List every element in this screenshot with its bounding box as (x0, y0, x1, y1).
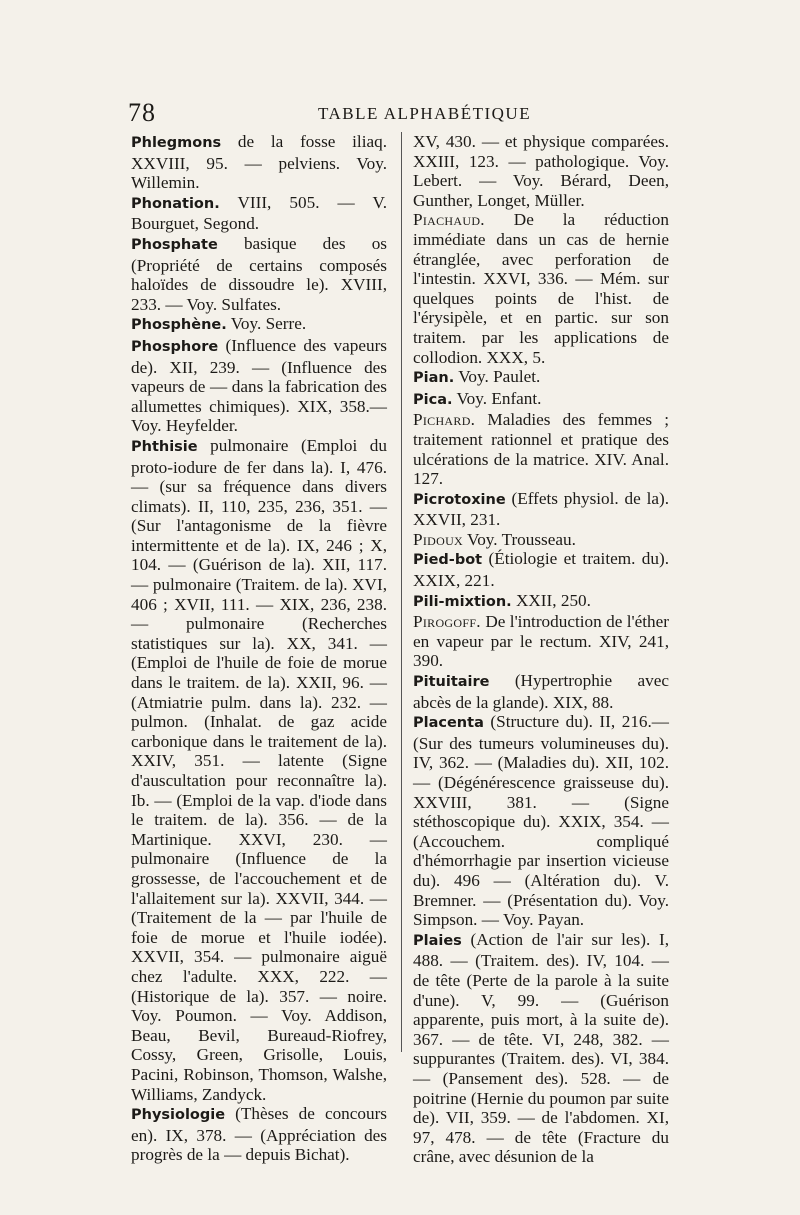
entry-text: Voy. Serre. (226, 314, 307, 334)
left-column (131, 132, 387, 1165)
index-entry (413, 591, 669, 613)
index-entry (131, 436, 387, 1104)
index-entry (413, 530, 669, 550)
entry-headword: Plaies (413, 932, 462, 949)
entry-text: (Action de l'air sur les). I, 488. — (Traitem. des). IV, 104. — de tête (Perte de la parole à la suite d'une). V, 99. — (Guérison apparente, puis mort, à la suite de). 367. — de tête. VI, 248, 382. — suppurantes (Traitem. des). VI, 384. — (Pansement des). 528. — de poitrine (Hernie du poumon par suite de). VII, 359. — de l'abdomen. XI, 97, 478. — de tête (Fracture du crâne, avec désunion de la (413, 929, 669, 1167)
index-entry (131, 336, 387, 436)
entry-headword: Phosphate (131, 236, 218, 253)
column-divider (401, 132, 402, 1052)
entry-headword: Placenta (413, 715, 484, 732)
page-header (128, 98, 668, 128)
index-entry (131, 1104, 387, 1165)
index-entry (413, 210, 669, 367)
entry-headword: Phonation. (131, 195, 220, 212)
entry-headword: Piachaud. (413, 210, 485, 230)
index-entry (413, 549, 669, 590)
entry-headword: Phosphore (131, 338, 219, 355)
index-entry (131, 234, 387, 314)
page-number: 78 (128, 98, 156, 127)
index-entry (413, 367, 669, 389)
entry-headword: Pidoux (413, 529, 464, 549)
entry-text: (Influence des vapeurs de). XII, 239. — (Influence des vapeurs de — dans la fabrication des allumettes chimiques). XIX, 358.— Voy. Heyfelder. (131, 335, 387, 436)
entry-text: Voy. Enfant. (452, 388, 542, 408)
entry-text: (Thèses de concours en). IX, 378. — (Appréciation des progrès de la — depuis Bichat). (131, 1104, 387, 1165)
entry-text: (Étiologie et traitem. du). XXIX, 221. (413, 549, 669, 591)
entry-text: (Hypertrophie avec abcès de la glande). XIX, 88. (413, 671, 669, 712)
index-entry (131, 132, 387, 193)
entry-text: (Effets physiol. de la). XXVII, 231. (413, 488, 669, 530)
index-entry (131, 193, 387, 234)
entry-text: pulmonaire (Emploi du proto-iodure de fer dans la). I, 476. — (sur sa fréquence dans divers climats). II, 110, 235, 236, 351. — (Sur l'antagonisme de la fièvre intermittente et de la). IX, 246 ; X, 104. — (Guérison de la). XII, 117. — pulmonaire (Traitem. de la). XVI, 406 ; XVII, 111. — XIX, 236, 238. — pulmonaire (Recherches statistiques sur la). XX, 341. — (Emploi de l'huile de foie de morue dans le traitem. de la). XXII, 96. — (Atmiatrie pulm. dans la). 232. — pulmon. (Inhalat. de gaz acide carbonique dans le traitement de la). XXIV, 351. — latente (Signe d'auscultation pour reconnaître la). Ib. — (Emploi de la vap. d'iode dans le traitem. de la). 356. — de la Martinique. XXVI, 230. — pulmonaire (Influence de la grossesse, de l'accouchement et de l'allaitement sur la). XXVII, 344. — (Traitement de la — par l'huile de foie de morue et l'huile iodée). XXVII, 354. — pulmonaire aiguë chez l'adulte. XXX, 222. — (Historique de la). 357. — noire. Voy. Poumon. — Voy. Addison, Beau, Bevil, Bureaud-Riofrey, Cossy, Green, Grisolle, Louis, Pacini, Robinson, Thomson, Walshe, Williams, Zandyck. (131, 435, 387, 1104)
entry-text: VIII, 505. — V. Bourguet, Segond. (131, 192, 387, 234)
entry-headword: Phosphène. (131, 317, 227, 334)
index-entry (413, 930, 669, 1167)
entry-text: De l'introduction de l'éther en vapeur par le rectum. XIV, 241, 390. (413, 612, 669, 671)
index-entry (413, 489, 669, 530)
entry-headword: Phlegmons (131, 135, 222, 151)
running-title: TABLE ALPHABÉTIQUE (318, 104, 532, 123)
entry-text: Voy. Paulet. (454, 367, 541, 387)
entry-headword: Phthisie (131, 438, 198, 455)
index-entry (413, 612, 669, 671)
entry-text: Voy. Trousseau. (463, 529, 576, 549)
entry-text: XV, 430. — et physique comparées. XXIII, 123. — pathologique. Voy. Lebert. — Voy. Bérard, Deen, Gunther, Longet, Müller. (413, 132, 669, 210)
entry-headword: Pili-mixtion. (413, 593, 512, 610)
entry-text: Maladies des femmes ; traitement rationnel et pratique des ulcérations de la matrice. XIV. Anal. 127. (413, 410, 669, 489)
entry-headword: Pituitaire (413, 674, 490, 691)
entry-headword: Pian. (413, 370, 455, 387)
entry-headword: Pied-bot (413, 552, 483, 569)
index-entry (413, 132, 669, 210)
entry-text: de la fosse iliaq. XXVIII, 95. — pelviens. Voy. Willemin. (131, 132, 387, 193)
entry-text: XXII, 250. (511, 590, 591, 610)
entry-text: basique des os (Propriété de certains composés haloïdes de dissoudre le). XVIII, 233. — Voy. Sulfates. (131, 233, 387, 314)
index-entry (413, 671, 669, 712)
entry-headword: Pichard. (413, 410, 476, 430)
entry-headword: Pirogoff. (413, 612, 481, 632)
index-entry (413, 712, 669, 930)
index-entry (413, 410, 669, 488)
index-entry (413, 389, 669, 411)
right-column (413, 132, 669, 1167)
entry-headword: Picrotoxine (413, 491, 506, 508)
entry-text: (Structure du). II, 216.— (Sur des tumeurs volumineuses du). IV, 362. — (Maladies du). XII, 102. — (Dégénérescence graisseuse du). XXVIII, 381. — (Signe stéthoscopique du). XXIX, 354. — (Accouchem. compliqué d'hémorrhagie par insertion vicieuse du). 496 — (Altération du). V. Bremner. — (Présentation du). Voy. Simpson. — Voy. Payan. (413, 712, 669, 930)
index-entry (131, 314, 387, 336)
entry-headword: Pica. (413, 391, 453, 408)
entry-text: De la réduction immédiate dans un cas de hernie étranglée, avec perforation de l'intestin. XXVI, 336. — Mém. sur quelques points de l'hist. de l'érysipèle, et en partic. sur son traitem. par les applications de collodion. XXX, 5. (413, 210, 669, 367)
entry-headword: Physiologie (131, 1107, 226, 1124)
